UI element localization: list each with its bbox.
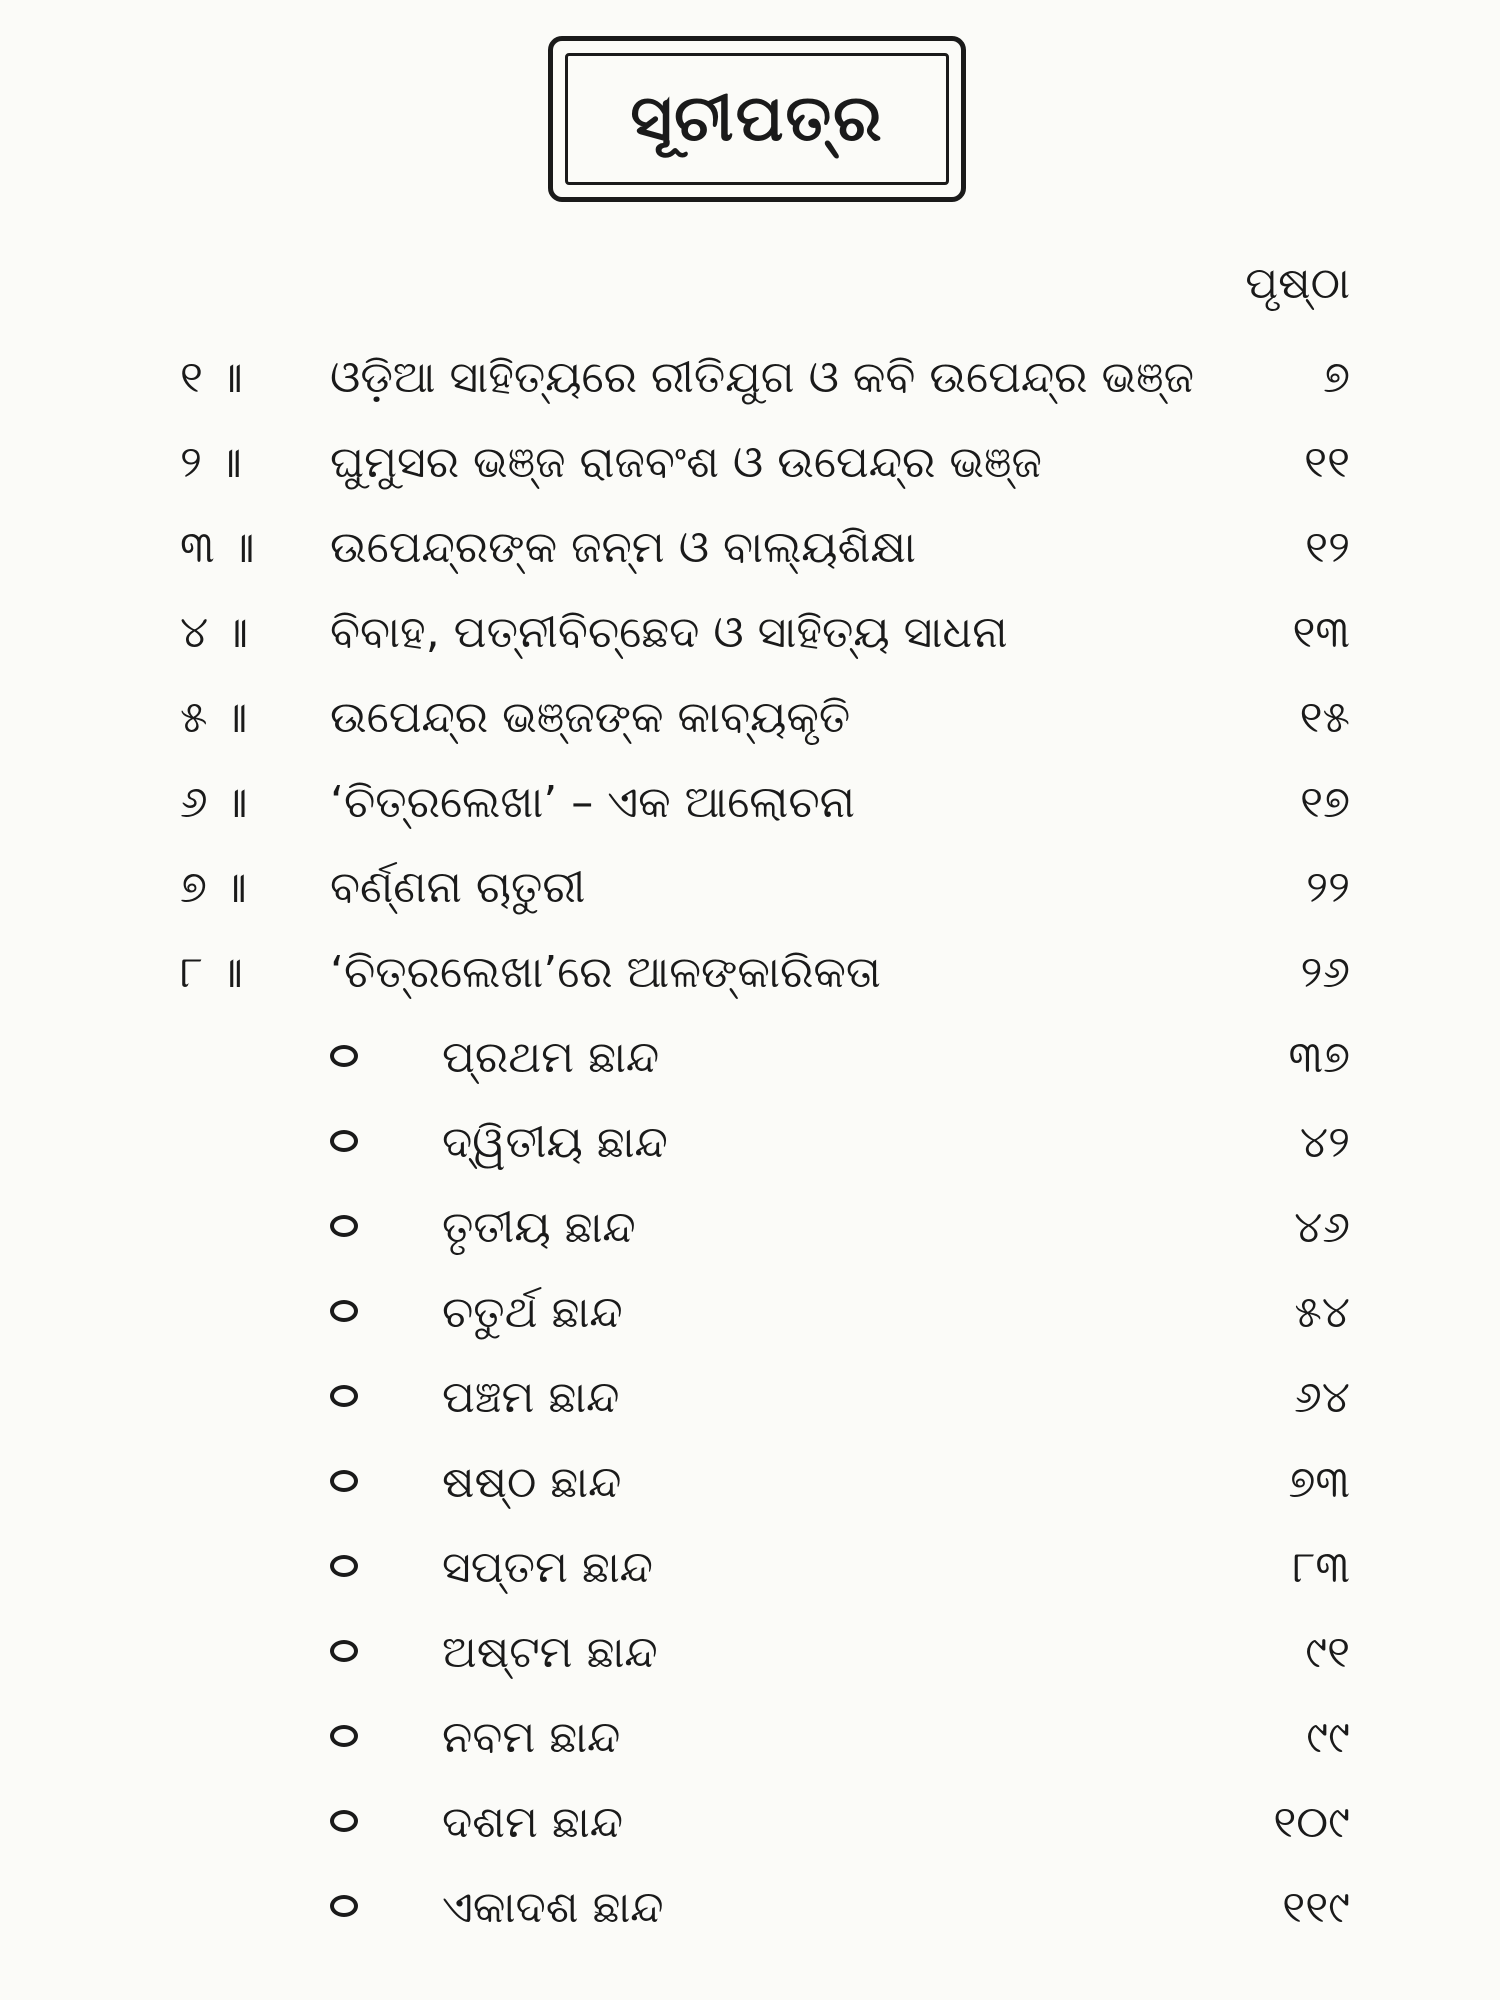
chapter-page: ୨୨ bbox=[1306, 862, 1350, 913]
toc-chapter-row[interactable] bbox=[0, 518, 1500, 578]
toc-subsection-row[interactable] bbox=[0, 1538, 1500, 1598]
subsection-title: ଦଶମ ଛାନ୍ଦ bbox=[442, 1797, 624, 1848]
chapter-page: ୨୬ bbox=[1300, 947, 1350, 998]
circle-bullet-icon bbox=[330, 1300, 358, 1322]
toc-chapter-row[interactable] bbox=[0, 433, 1500, 493]
subsection-page: ୮୩ bbox=[1292, 1542, 1350, 1593]
chapter-number: ୪ ॥ bbox=[180, 607, 249, 658]
toc-subsection-row[interactable] bbox=[0, 1368, 1500, 1428]
circle-bullet-icon bbox=[330, 1725, 358, 1747]
subsection-page: ୪୬ bbox=[1294, 1202, 1350, 1253]
chapter-title: ‘ଚିତ୍ରଲେଖା’ରେ ଆଳଙ୍କାରିକତା bbox=[330, 947, 881, 998]
title-frame bbox=[548, 36, 966, 202]
chapter-number: ୫ ॥ bbox=[180, 692, 248, 743]
circle-bullet-icon bbox=[330, 1385, 358, 1407]
page-title: ସୂଚୀପତ୍ର bbox=[630, 82, 884, 156]
toc-subsection-row[interactable] bbox=[0, 1878, 1500, 1938]
toc-subsection-row[interactable] bbox=[0, 1453, 1500, 1513]
circle-bullet-icon bbox=[330, 1640, 358, 1662]
subsection-page: ୫୪ bbox=[1294, 1287, 1350, 1338]
subsection-page: ୯୧ bbox=[1305, 1627, 1350, 1678]
chapter-number: ୨ ॥ bbox=[180, 437, 242, 488]
subsection-title: ସପ୍ତମ ଛାନ୍ଦ bbox=[442, 1542, 653, 1593]
chapter-number: ୮ ॥ bbox=[180, 947, 243, 998]
subsection-title: ପଞ୍ଚମ ଛାନ୍ଦ bbox=[442, 1372, 620, 1423]
toc-subsection-row[interactable] bbox=[0, 1283, 1500, 1343]
chapter-title: ଓଡ଼ିଆ ସାହିତ୍ୟରେ ରୀତିଯୁଗ ଓ କବି ଉପେନ୍ଦ୍ର ଭଞ୍ଜ bbox=[330, 352, 1194, 403]
toc-chapter-row[interactable] bbox=[0, 773, 1500, 833]
toc-subsection-row[interactable] bbox=[0, 1708, 1500, 1768]
circle-bullet-icon bbox=[330, 1470, 358, 1492]
toc-chapter-row[interactable] bbox=[0, 943, 1500, 1003]
subsection-page: ୧୧୯ bbox=[1282, 1882, 1350, 1933]
toc-chapter-row[interactable] bbox=[0, 603, 1500, 663]
chapter-title: ଉପେନ୍ଦ୍ରଙ୍କ ଜନ୍ମ ଓ ବାଲ୍ୟଶିକ୍ଷା bbox=[330, 522, 916, 573]
chapter-number: ୭ ॥ bbox=[180, 862, 247, 913]
subsection-title: ତୃତୀୟ ଛାନ୍ଦ bbox=[442, 1202, 636, 1253]
toc-subsection-row[interactable] bbox=[0, 1028, 1500, 1088]
toc-subsection-row[interactable] bbox=[0, 1113, 1500, 1173]
toc-chapter-row[interactable] bbox=[0, 858, 1500, 918]
toc-chapter-row[interactable] bbox=[0, 688, 1500, 748]
subsection-title: ଅଷ୍ଟମ ଛାନ୍ଦ bbox=[442, 1627, 658, 1678]
chapter-number: ୧ ॥ bbox=[180, 352, 243, 403]
subsection-title: ଦ୍ୱିତୀୟ ଛାନ୍ଦ bbox=[442, 1117, 668, 1168]
circle-bullet-icon bbox=[330, 1810, 358, 1832]
chapter-title: ଉପେନ୍ଦ୍ର ଭଞ୍ଜଙ୍କ କାବ୍ୟକୃତି bbox=[330, 692, 851, 743]
chapter-page: ୭ bbox=[1323, 352, 1350, 403]
subsection-title: ନବମ ଛାନ୍ଦ bbox=[442, 1712, 621, 1763]
circle-bullet-icon bbox=[330, 1215, 358, 1237]
circle-bullet-icon bbox=[330, 1555, 358, 1577]
subsection-page: ୬୪ bbox=[1294, 1372, 1350, 1423]
subsection-title: ଚତୁର୍ଥ ଛାନ୍ଦ bbox=[442, 1287, 623, 1338]
circle-bullet-icon bbox=[330, 1130, 358, 1152]
toc-subsection-row[interactable] bbox=[0, 1623, 1500, 1683]
subsection-page: ୯୯ bbox=[1306, 1712, 1350, 1763]
chapter-title: ଘୁମୁସର ଭଞ୍ଜ ରାଜବଂଶ ଓ ଉପେନ୍ଦ୍ର ଭଞ୍ଜ bbox=[330, 437, 1042, 488]
chapter-title: ବର୍ଣ୍ଣନା ଚାତୁରୀ bbox=[330, 862, 586, 913]
chapter-page: ୧୧ bbox=[1304, 437, 1350, 488]
toc-subsection-row[interactable] bbox=[0, 1198, 1500, 1258]
subsection-title: ଏକାଦଶ ଛାନ୍ଦ bbox=[442, 1882, 664, 1933]
page-column-label: ପୃଷ୍ଠା bbox=[1245, 258, 1350, 309]
subsection-page: ୭୩ bbox=[1288, 1457, 1350, 1508]
subsection-title: ଷଷ୍ଠ ଛାନ୍ଦ bbox=[442, 1457, 622, 1508]
toc-chapter-row[interactable] bbox=[0, 348, 1500, 408]
toc-subsection-row[interactable] bbox=[0, 1793, 1500, 1853]
subsection-page: ୩୭ bbox=[1288, 1032, 1350, 1083]
chapter-page: ୧୨ bbox=[1305, 522, 1350, 573]
subsection-title: ପ୍ରଥମ ଛାନ୍ଦ bbox=[442, 1032, 660, 1083]
title-inner-frame bbox=[565, 53, 949, 185]
circle-bullet-icon bbox=[330, 1895, 358, 1917]
circle-bullet-icon bbox=[330, 1045, 358, 1067]
chapter-title: ବିବାହ, ପତ୍ନୀବିଚ୍ଛେଦ ଓ ସାହିତ୍ୟ ସାଧନା bbox=[330, 607, 1008, 658]
chapter-title: ‘ଚିତ୍ରଲେଖା’ – ଏକ ଆଲୋଚନା bbox=[330, 777, 856, 828]
chapter-number: ୩ ॥ bbox=[180, 522, 255, 573]
subsection-page: ୧୦୯ bbox=[1273, 1797, 1350, 1848]
chapter-page: ୧୭ bbox=[1300, 777, 1350, 828]
subsection-page: ୪୨ bbox=[1299, 1117, 1350, 1168]
chapter-page: ୧୩ bbox=[1292, 607, 1350, 658]
chapter-number: ୬ ॥ bbox=[180, 777, 248, 828]
chapter-page: ୧୫ bbox=[1299, 692, 1350, 743]
